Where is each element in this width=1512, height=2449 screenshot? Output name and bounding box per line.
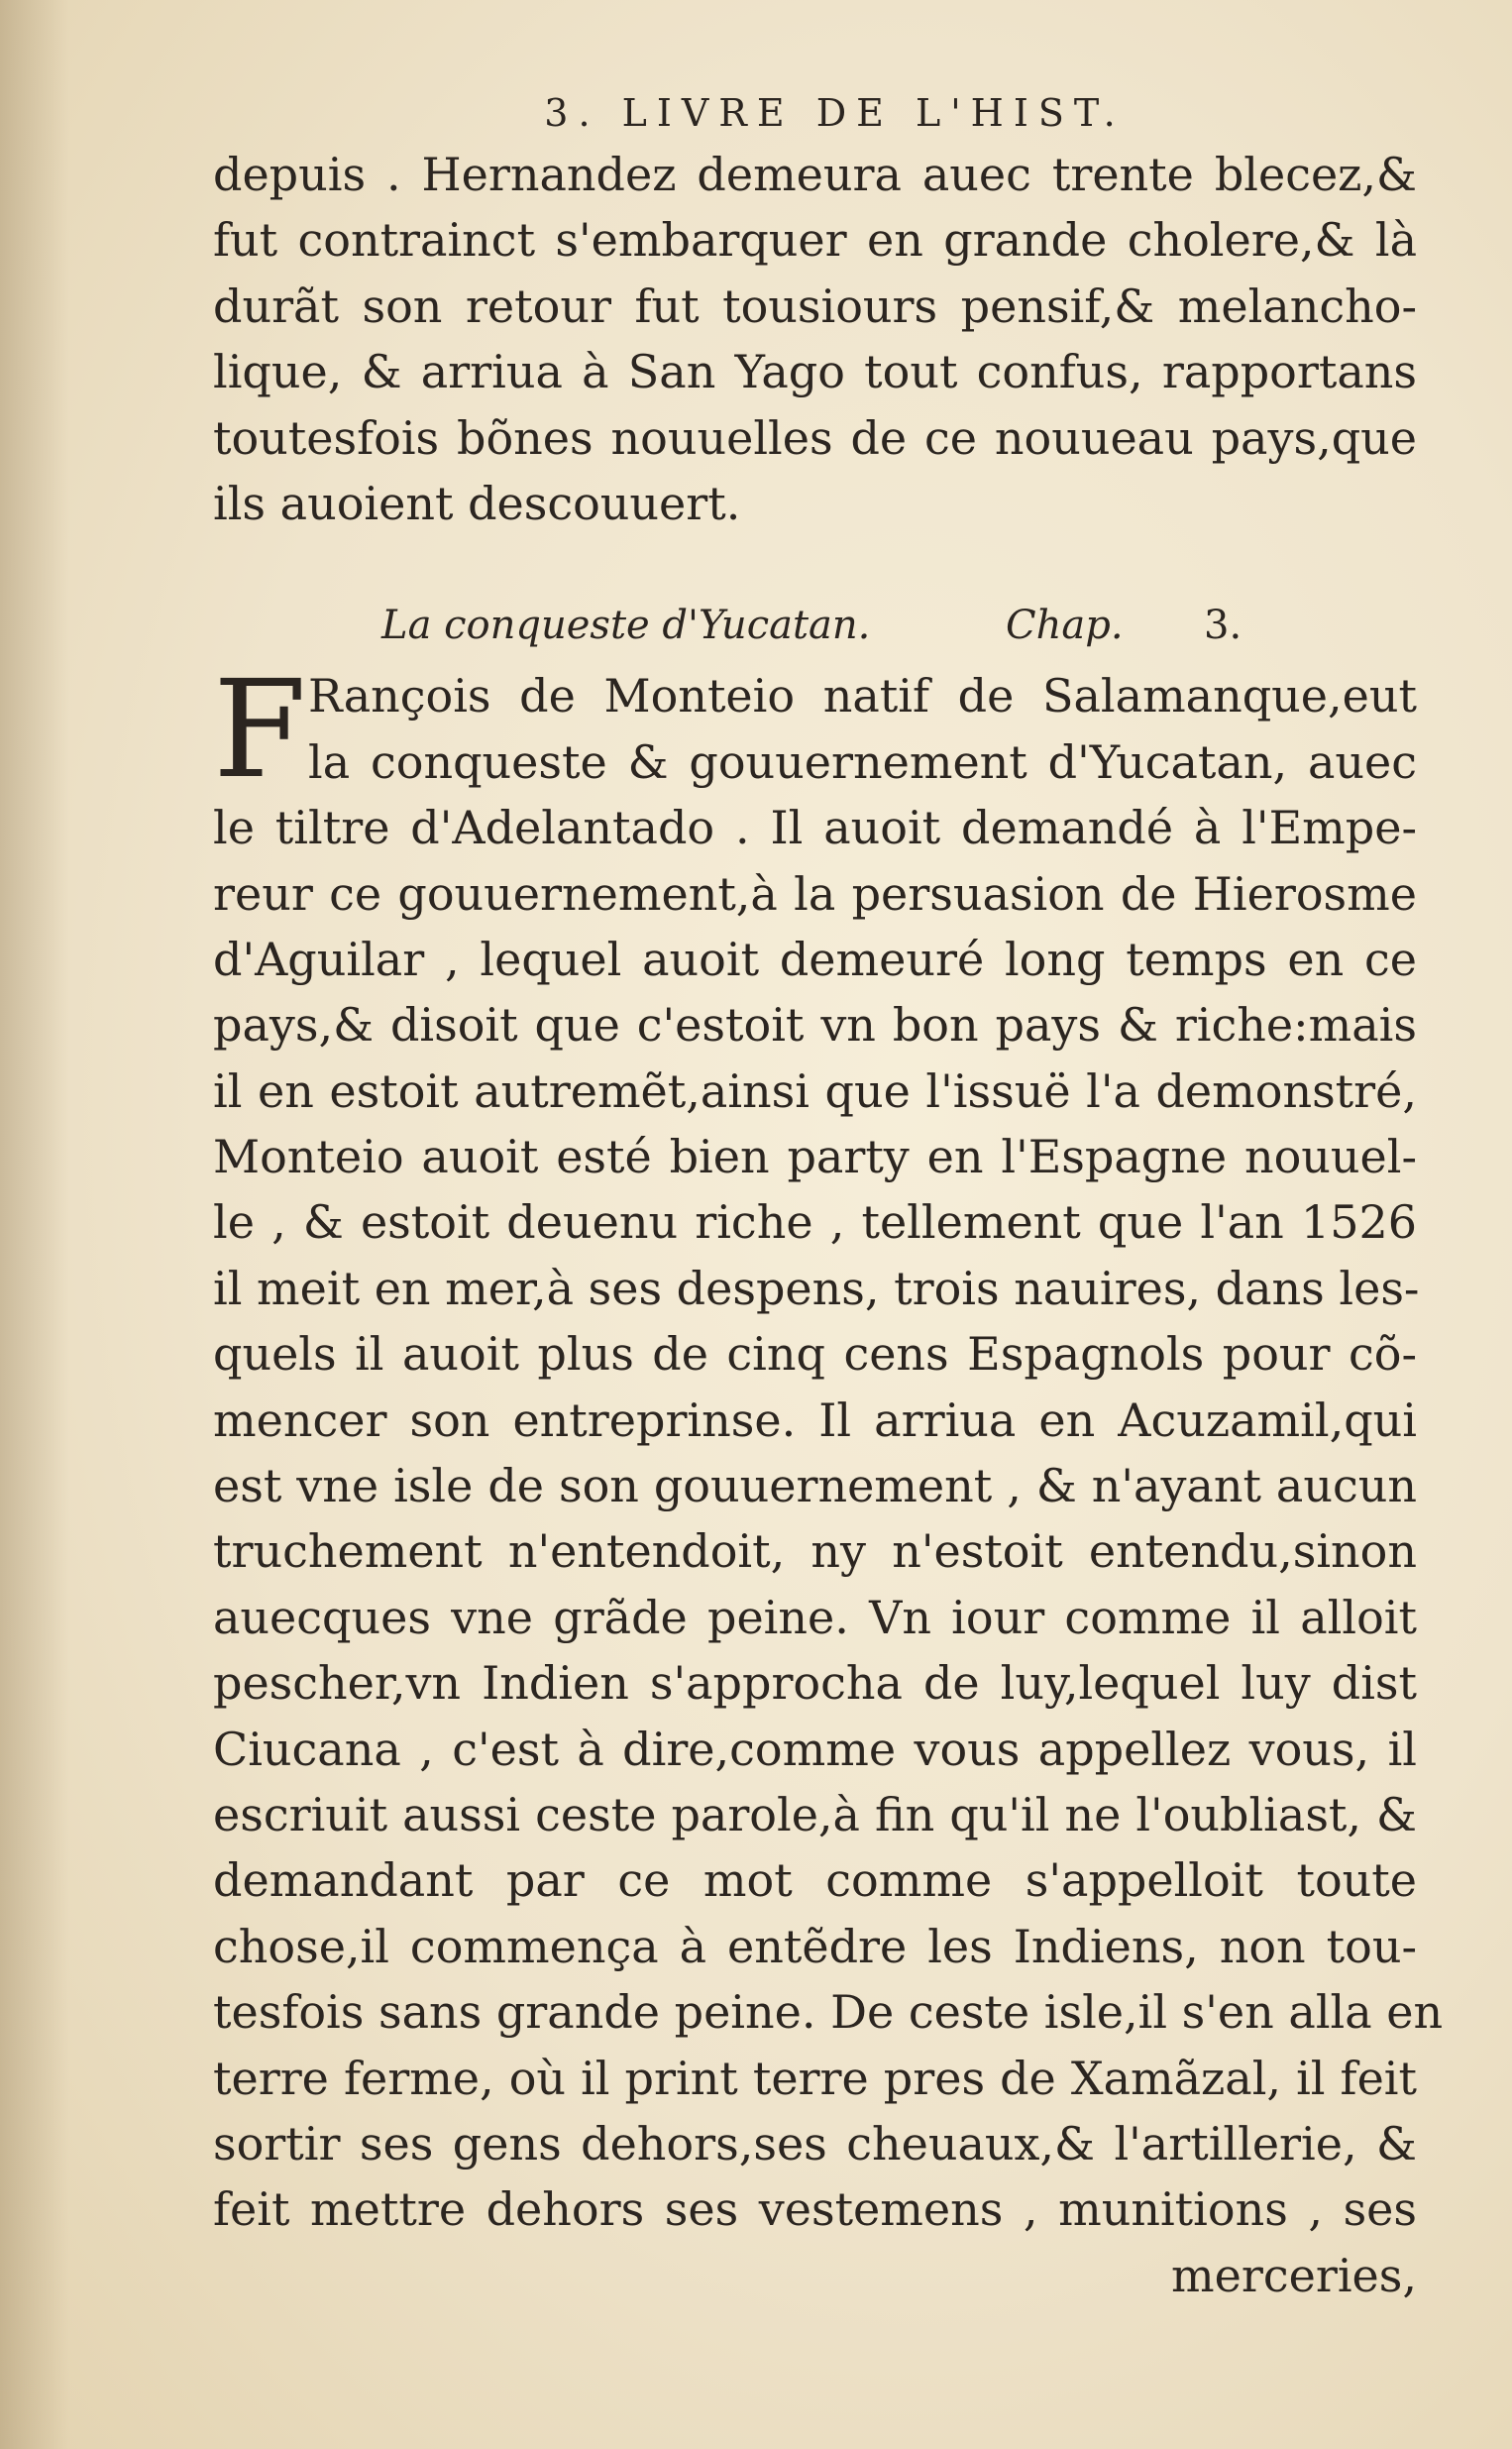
text-line: toutesfois bõnes nouuelles de ce nouueau pays,que	[213, 410, 1417, 465]
section-gap	[213, 536, 1417, 588]
chapter-label: Chap.	[1006, 603, 1124, 649]
text-line: auecques vne grãde peine. Vn iour comme il alloit	[213, 1590, 1417, 1644]
text-line: Ciucana , c'est à dire,comme vous appellez vous, il	[213, 1722, 1417, 1776]
text-line: depuis . Hernandez demeura auec trente blecez,&	[213, 148, 1417, 201]
text-line: il meit en mer,à ses despens, trois nauires, dans les-	[213, 1261, 1420, 1315]
text-line: terre ferme, où il print terre pres de Xamãzal, il feit	[213, 2051, 1417, 2105]
text-line: feit mettre dehors ses vestemens , munitions , ses	[213, 2182, 1417, 2237]
text-line: quels il auoit plus de cinq cens Espagnols pour cõ-	[213, 1327, 1417, 1382]
chapter-heading	[213, 588, 1417, 663]
text-line: d'Aguilar , lequel auoit demeuré long temps en ce	[213, 932, 1417, 986]
text-line: le tiltre d'Adelantado . Il auoit demandé à l'Empe-	[213, 801, 1417, 855]
text-line: mencer son entreprinse. Il arriua en Acuzamil,qui	[213, 1392, 1417, 1447]
text-block	[213, 84, 1444, 2308]
text-line: pays,& disoit que c'estoit vn bon pays & riche:mais	[213, 998, 1417, 1053]
text-line: la conqueste & gouuernement d'Yucatan, auec	[308, 734, 1417, 789]
text-line: ils auoient descouuert.	[213, 476, 741, 530]
chapter-number: 3.	[1204, 603, 1242, 649]
chapter-title: La conqueste d'Yucatan.	[381, 603, 871, 649]
text-line: pescher,vn Indien s'approcha de luy,lequel luy dist	[213, 1656, 1417, 1711]
text-line: sortir ses gens dehors,ses cheuaux,& l'artillerie, &	[213, 2116, 1417, 2171]
drop-cap: F	[213, 652, 307, 810]
text-line: Monteio auoit esté bien party en l'Espagne nouuel-	[213, 1130, 1417, 1184]
text-line: chose,il commença à entẽdre les Indiens, non tou-	[213, 1919, 1417, 1973]
text-line: durãt son retour fut tousiours pensif,& melancho-	[213, 278, 1417, 333]
text-line: le , & estoit deuenu riche , tellement que l'an 1526	[213, 1195, 1417, 1250]
catchword: merceries,	[1171, 2248, 1417, 2302]
chapter-opening	[213, 652, 1417, 810]
text-line: il en estoit autremẽt,ainsi que l'issuë l'a demonstré,	[213, 1063, 1417, 1118]
running-head: 3. LIVRE DE L'HIST.	[544, 91, 1126, 135]
text-line: est vne isle de son gouuernement , & n'ayant aucun	[213, 1459, 1417, 1513]
binding-shadow	[0, 0, 69, 2449]
text-line: lique, & arriua à San Yago tout confus, rapportans	[213, 345, 1417, 399]
text-line: demandant par ce mot comme s'appelloit toute	[213, 1853, 1417, 1908]
text-line: Rançois de Monteio natif de Salamanque,eut	[308, 669, 1417, 724]
text-line: reur ce gouuernement,à la persuasion de Hierosme	[213, 866, 1417, 921]
text-line: escriuit aussi ceste parole,à fin qu'il ne l'oubliast, &	[213, 1787, 1417, 1841]
text-line: fut contrainct s'embarquer en grande cholere,& là	[213, 213, 1417, 268]
text-line: truchement n'entendoit, ny n'estoit entendu,sinon	[213, 1524, 1417, 1579]
text-line: tesfois sans grande peine. De ceste isle,il s'en alla en	[213, 1985, 1444, 2040]
